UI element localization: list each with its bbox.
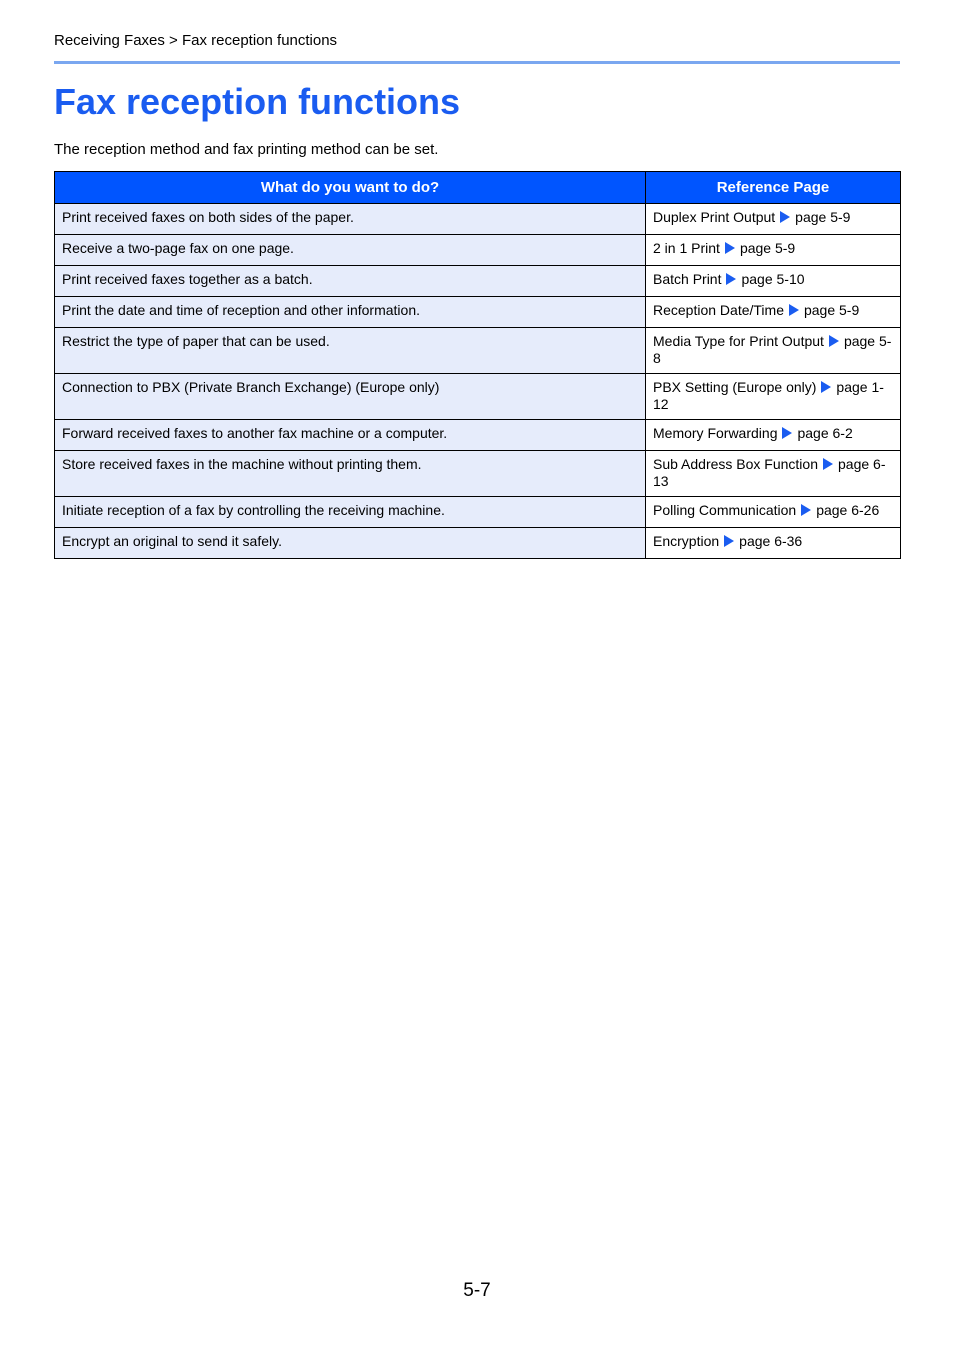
reference-link[interactable]: Duplex Print Output <box>653 209 776 225</box>
table-row <box>55 497 901 528</box>
table-row <box>55 266 901 297</box>
reference-cell <box>646 374 901 420</box>
reference-page[interactable]: page 6-36 <box>739 533 803 549</box>
table-row <box>55 235 901 266</box>
reference-link[interactable]: Reception Date/Time <box>653 302 784 318</box>
reference-table <box>54 171 901 559</box>
reference-page[interactable]: page 5-10 <box>741 271 805 287</box>
reference-link[interactable]: Polling Communication <box>653 502 797 518</box>
action-cell: Print received faxes together as a batch. <box>55 266 646 297</box>
reference-page[interactable]: page 5-9 <box>803 302 860 318</box>
reference-link[interactable]: Sub Address Box Function <box>653 456 818 472</box>
table-row <box>55 420 901 451</box>
arrow-right-icon <box>789 304 799 316</box>
reference-page[interactable]: page 6-2 <box>797 425 853 441</box>
arrow-right-icon <box>829 335 839 347</box>
reference-cell <box>646 235 901 266</box>
reference-cell <box>646 451 901 497</box>
page-number: 5-7 <box>463 1280 491 1301</box>
reference-cell <box>646 266 901 297</box>
reference-link[interactable]: Media Type for Print Output <box>653 333 824 349</box>
arrow-right-icon <box>821 381 831 393</box>
arrow-right-icon <box>780 211 790 223</box>
arrow-right-icon <box>724 535 734 547</box>
reference-page[interactable]: page 6-26 <box>816 502 880 518</box>
action-cell: Print the date and time of reception and other information. <box>55 297 646 328</box>
table-row <box>55 297 901 328</box>
action-cell: Restrict the type of paper that can be used. <box>55 328 646 374</box>
reference-cell <box>646 420 901 451</box>
table-row <box>55 451 901 497</box>
reference-link[interactable]: Encryption <box>653 533 720 549</box>
reference-link[interactable]: Memory Forwarding <box>653 425 778 441</box>
action-cell: Connection to PBX (Private Branch Exchange) (Europe only) <box>55 374 646 420</box>
intro-text: The reception method and fax printing method can be set. <box>54 141 439 158</box>
action-cell: Print received faxes on both sides of the paper. <box>55 204 646 235</box>
arrow-right-icon <box>823 458 833 470</box>
reference-link[interactable]: 2 in 1 Print <box>653 240 720 256</box>
action-cell: Receive a two-page fax on one page. <box>55 235 646 266</box>
arrow-right-icon <box>726 273 736 285</box>
reference-link[interactable]: Batch Print <box>653 271 722 287</box>
reference-cell <box>646 497 901 528</box>
reference-cell <box>646 204 901 235</box>
reference-cell <box>646 328 901 374</box>
table-row <box>55 528 901 559</box>
reference-link[interactable]: PBX Setting (Europe only) <box>653 379 817 395</box>
action-cell: Initiate reception of a fax by controlling the receiving machine. <box>55 497 646 528</box>
action-cell: Store received faxes in the machine without printing them. <box>55 451 646 497</box>
reference-page[interactable]: page 5-9 <box>739 240 796 256</box>
table-row <box>55 374 901 420</box>
reference-page[interactable]: page 5-8 <box>653 333 892 366</box>
page-title: Fax reception functions <box>54 81 461 122</box>
reference-page[interactable]: page 1-12 <box>653 379 884 412</box>
table-header-row <box>55 172 901 204</box>
table-row <box>55 204 901 235</box>
action-cell: Forward received faxes to another fax machine or a computer. <box>55 420 646 451</box>
column-header-action: What do you want to do? <box>55 172 646 204</box>
action-cell: Encrypt an original to send it safely. <box>55 528 646 559</box>
arrow-right-icon <box>801 504 811 516</box>
breadcrumb: Receiving Faxes > Fax reception functions <box>54 32 338 49</box>
reference-cell <box>646 528 901 559</box>
reference-page[interactable]: page 6-13 <box>653 456 886 489</box>
header-divider <box>54 61 900 64</box>
reference-page[interactable]: page 5-9 <box>795 209 851 225</box>
column-header-reference: Reference Page <box>646 172 901 204</box>
reference-cell <box>646 297 901 328</box>
table-row <box>55 328 901 374</box>
arrow-right-icon <box>782 427 792 439</box>
arrow-right-icon <box>725 242 735 254</box>
